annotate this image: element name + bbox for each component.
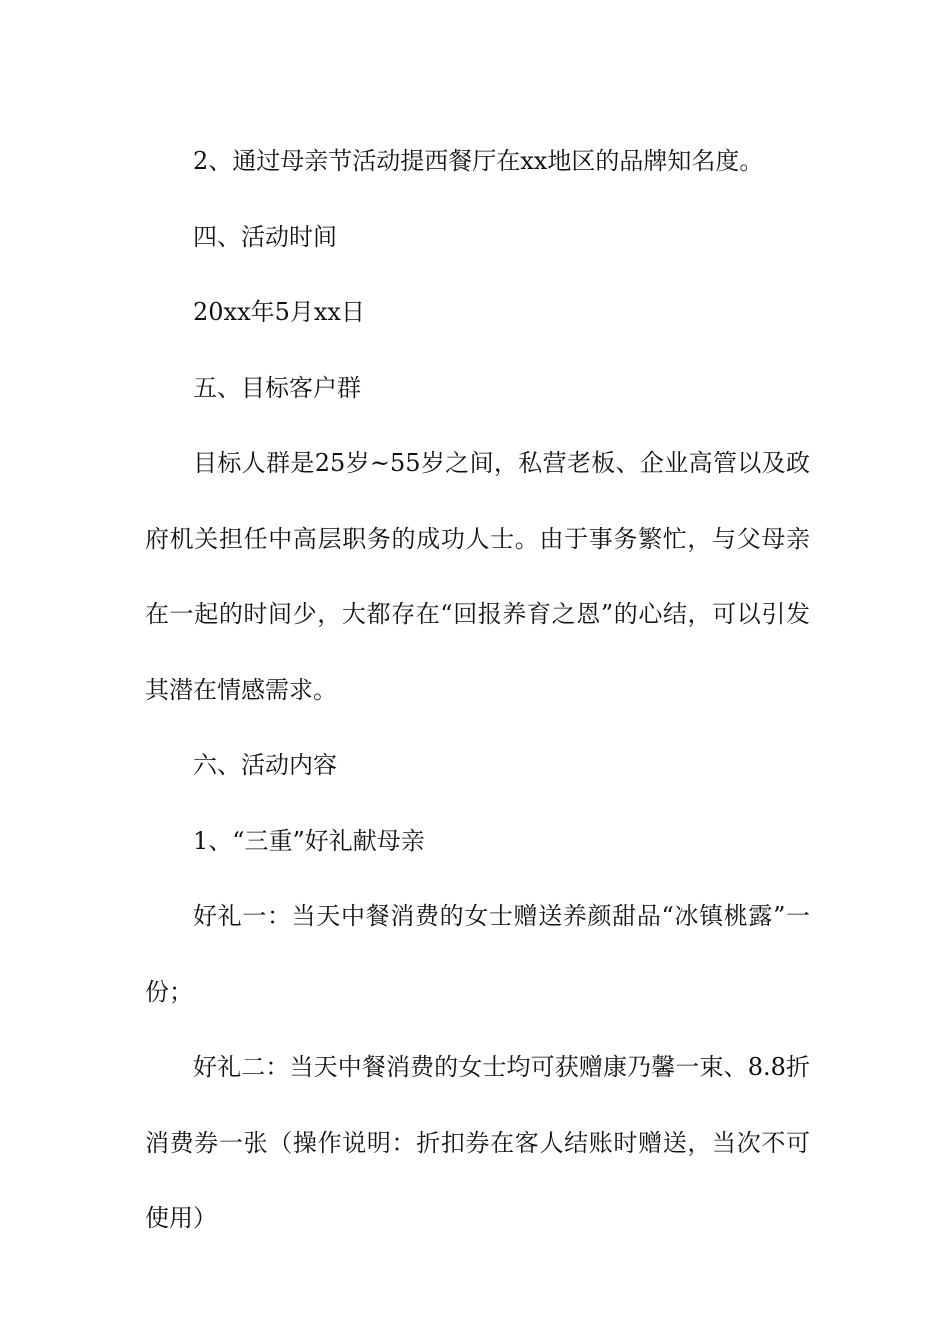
paragraph-target-customers: 目标人群是25岁~55岁之间，私营老板、企业高管以及政府机关担任中高层职务的成功人士。由于事务繁忙，与父母亲在一起的时间少，大都存在“回报养育之恩”的心结，可以引发其潜在情感需求。 xyxy=(145,449,810,704)
paragraph-gift-two: 好礼二：当天中餐消费的女士均可获赠康乃馨一束、8.8折消费券一张（操作说明：折扣券在客人结账时赠送，当次不可使用） xyxy=(145,1053,810,1232)
heading-activity-time: 四、活动时间 xyxy=(193,222,337,251)
paragraph-activity-date: 20xx年5月xx日 xyxy=(193,298,365,326)
document-body xyxy=(145,124,810,1257)
heading-activity-content: 六、活动内容 xyxy=(193,751,337,779)
paragraph-goal-2: 2、通过母亲节活动提西餐厅在xx地区的品牌知名度。 xyxy=(193,147,764,175)
paragraph-gift-one: 好礼一：当天中餐消费的女士赠送养颜甜品“冰镇桃露”一份； xyxy=(145,902,810,1006)
subheading-three-gifts: 1、“三重”好礼献母亲 xyxy=(193,826,425,855)
heading-target-customers: 五、目标客户群 xyxy=(193,373,361,402)
